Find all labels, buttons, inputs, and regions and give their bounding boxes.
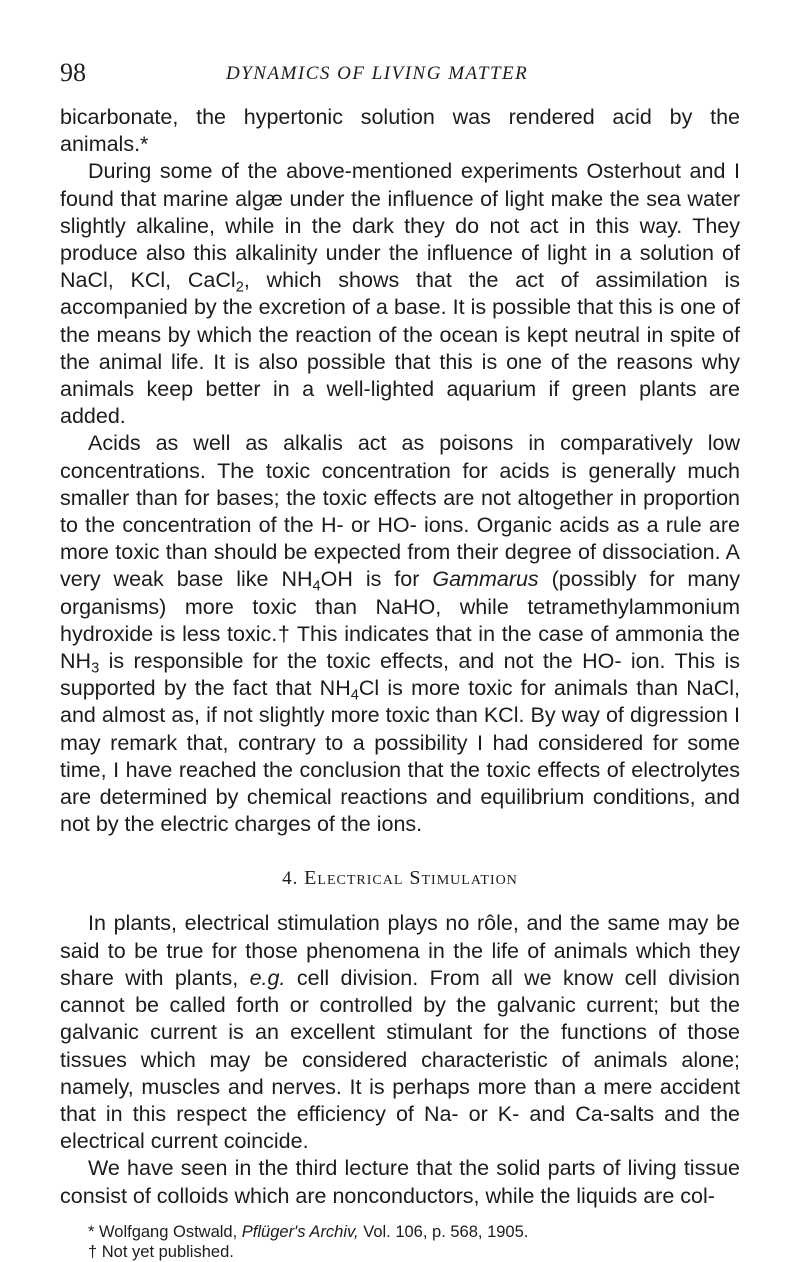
italic-text: e.g.: [249, 965, 286, 990]
footnotes: [60, 1222, 740, 1262]
text-run: We have seen in the third lecture that the solid parts of living tissue consist of colloids which are nonconductors, while the liquids are col-: [60, 1156, 740, 1208]
text-run: cell division. From all we know cell division cannot be called forth or controlled by the galvanic current; but the galvanic current is an excellent stimulant for the functions of those tissues which may be considered characteristic of animals alone; namely, muscles and nerves. It is perhaps more than a mere accident that in this respect the efficiency of Na- or K- and Ca-salts and the electrical current coincide.: [60, 965, 740, 1154]
italic-text: Pflüger's Archiv,: [241, 1222, 359, 1241]
text-run: * Wolfgang Ostwald,: [88, 1222, 242, 1241]
text-run: During some of the above-mentioned experiments Osterhout and I found that marine algæ under the influence of light make the sea water slightly alkaline, while in the dark they do not act in this way. They produce also this alkalinity under the influence of light in a solution of NaCl, KCl, CaCl: [60, 159, 740, 293]
page-number: 98: [60, 58, 86, 87]
subscript: 4: [312, 578, 321, 595]
paragraph: [60, 430, 740, 838]
paragraphs-after-section: [60, 910, 740, 1209]
text-run: OH is for: [320, 567, 433, 592]
body-text: [60, 104, 740, 1262]
text-run: Vol. 106, p. 568, 1905.: [358, 1222, 529, 1241]
footnote: [88, 1242, 740, 1262]
subscript: 3: [91, 660, 100, 677]
paragraph: [60, 1155, 740, 1209]
text-run: bicarbonate, the hypertonic solution was rendered acid by the animals.*: [60, 105, 740, 157]
section-heading: [60, 866, 740, 891]
text-run: † Not yet published.: [88, 1242, 234, 1261]
page-header: [60, 58, 740, 90]
paragraphs-before-section: [60, 104, 740, 838]
paragraph: [60, 104, 740, 158]
text-run: (possibly for many organisms) more toxic than NaHO, while tetramethylammonium hydroxide is less toxic.† This indicates that in the case of ammonia the NH: [60, 567, 741, 674]
text-run: Acids as well as alkalis act as poisons in comparatively low concentrations. The toxic concentration for acids is generally much smaller than for bases; the toxic effects are not altogether in proportion to the concentration of the H- or HO- ions. Organic acids as a rule are more toxic than should be expected from their degree of dissociation. A very weak base like NH: [60, 431, 740, 592]
footnote: [88, 1222, 740, 1242]
section-title: Electrical Stimulation: [304, 867, 518, 890]
text-run: In plants, electrical stimulation plays no rôle, and the same may be said to be true for those phenomena in the life of animals which they share with plants,: [60, 911, 740, 990]
italic-text: Gammarus: [432, 567, 539, 592]
running-head: DYNAMICS OF LIVING MATTER: [226, 63, 529, 84]
paragraph: [60, 910, 740, 1155]
text-run: is responsible for the toxic effects, and not the HO- ion. This is supported by the fact that NH: [60, 649, 740, 701]
paragraph: [60, 158, 740, 430]
section-number: 4.: [282, 868, 299, 890]
subscript: 4: [350, 687, 359, 704]
text-run: , which shows that the act of assimilation is accompanied by the excretion of a base. It is possible that this is one of the means by which the reaction of the ocean is kept neutral in spite of the animal life. It is also possible that this is one of the reasons why animals keep better in a well-lighted aquarium if green plants are added.: [60, 268, 740, 429]
text-run: Cl is more toxic for animals than NaCl, and almost as, if not slightly more toxic than KCl. By way of digression I may remark that, contrary to a possibility I had considered for some time, I have reached the conclusion that the toxic effects of electrolytes are determined by chemical reactions and equilibrium conditions, and not by the electric charges of the ions.: [60, 676, 740, 837]
subscript: 2: [235, 279, 244, 296]
